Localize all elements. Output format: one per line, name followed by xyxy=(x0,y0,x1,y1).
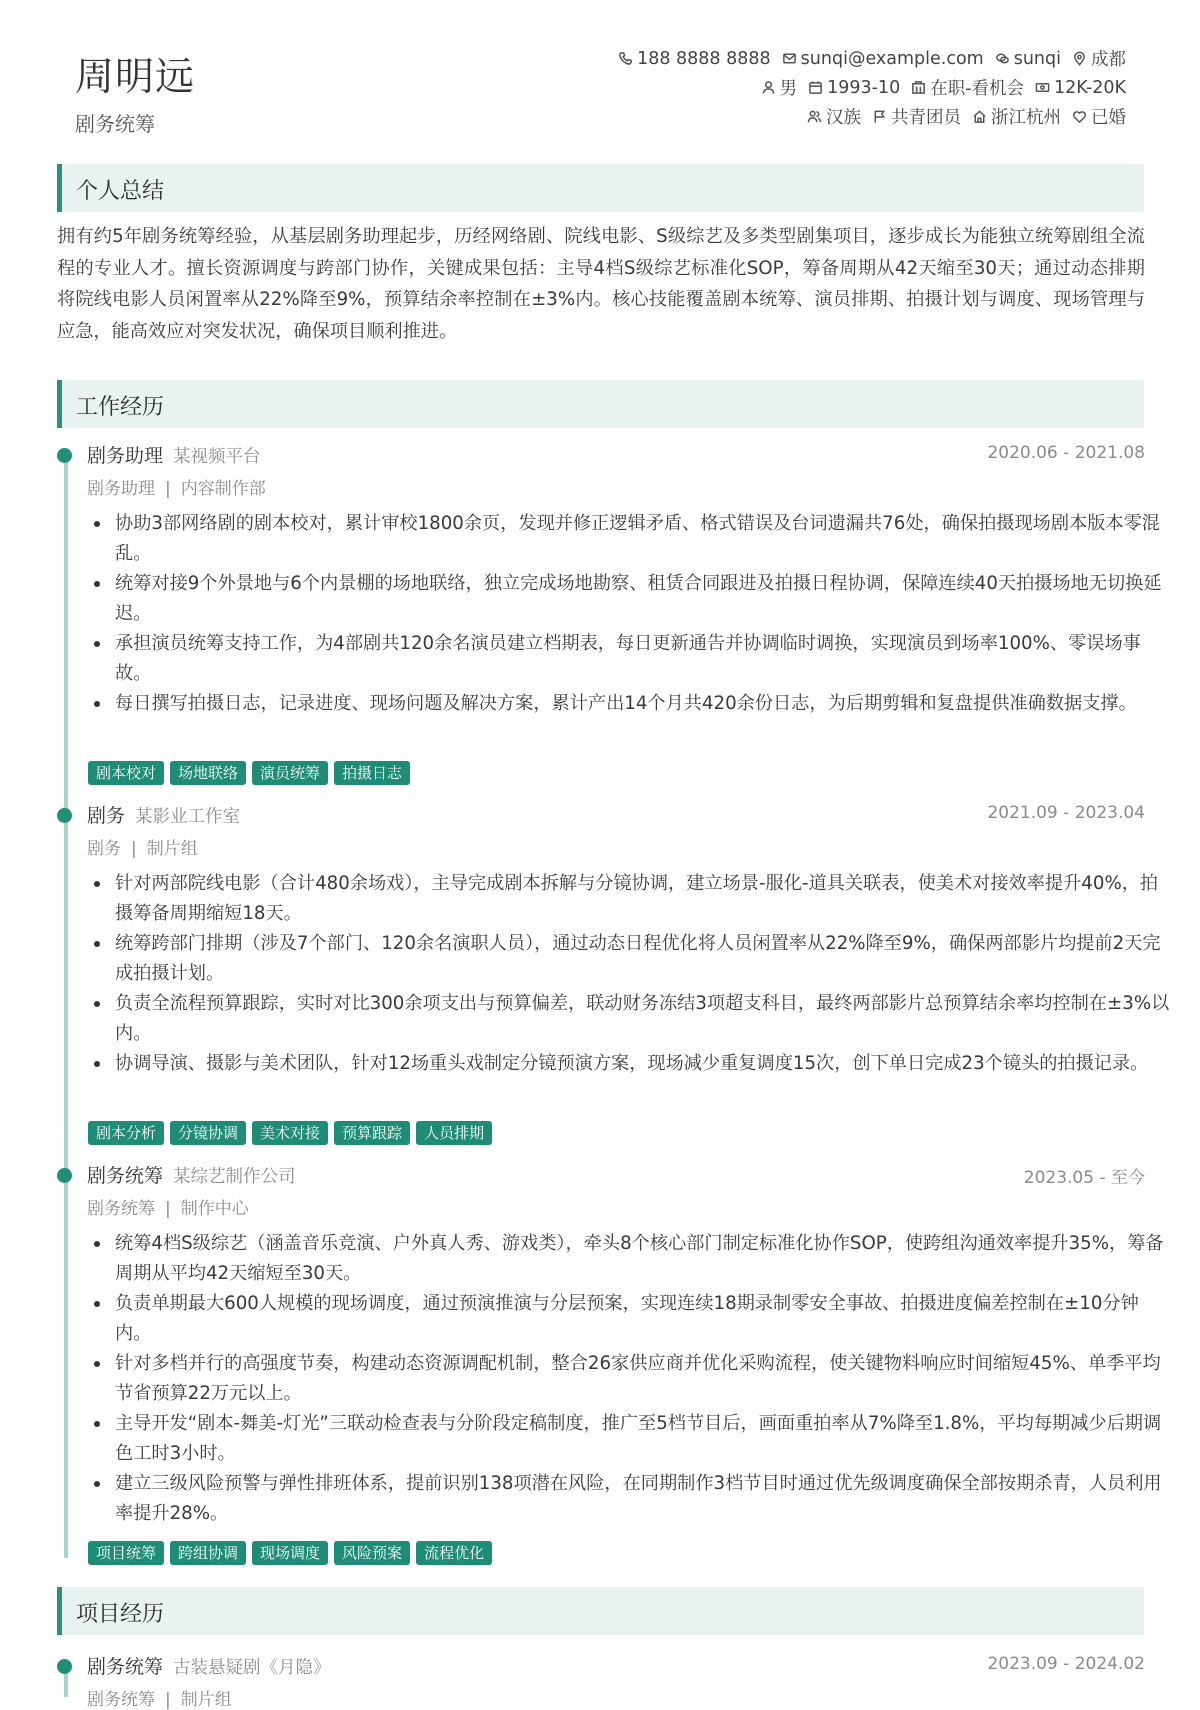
contact-ethnicity: 汉族 xyxy=(807,104,861,129)
contact-birth: 1993-10 xyxy=(808,78,900,98)
job-tags xyxy=(88,1541,498,1565)
list-item: 针对两部院线电影（合计480余场戏），主导完成剧本拆解与分镜协调，建立场景-服化-道具关联表，使美术对接效率提升40%，拍摄筹备周期缩短18天。 xyxy=(115,869,1173,929)
job-title: 剧务助理 xyxy=(87,445,164,467)
timeline-dot xyxy=(57,1168,72,1183)
job-position: 剧务统筹 xyxy=(87,1199,155,1219)
skill-tag: 拍摄日志 xyxy=(334,761,410,785)
calendar-icon xyxy=(808,80,823,95)
job-subline: 剧务 | 制片组 xyxy=(87,839,198,859)
job-position: 剧务 xyxy=(87,839,121,859)
summary-text: 拥有约5年剧务统筹经验，从基层剧务助理起步，历经网络剧、院线电影、S级综艺及多类型剧集项目，逐步成长为能独立统筹剧组全流程的专业人才。擅长资源调度与跨部门协作，关键成果包括：主导4档S级综艺标准化SOP，筹备周期从42天缩至30天；通过动态排期将院线电影人员闲置率从22%降至9%，预算结余率控制在±3%内。核心技能覆盖剧本统筹、演员排期、拍摄计划与调度、现场管理与应急，能高效应对突发状况，确保项目顺利推进。 xyxy=(57,226,1145,342)
list-item: 主导开发“剧本-舞美-灯光”三联动检查表与分阶段定稿制度，推广至5档节目后，画面重拍率从7%降至1.8%，平均每期减少后期调色工时3小时。 xyxy=(115,1409,1173,1469)
job-tags xyxy=(88,1121,498,1145)
skill-tag: 风险预案 xyxy=(334,1541,410,1565)
job-subline: 剧务助理 | 内容制作部 xyxy=(87,479,266,499)
job-date: 2020.06 - 2021.08 xyxy=(987,443,1145,463)
skill-tag: 预算跟踪 xyxy=(334,1121,410,1145)
job-heading xyxy=(87,1161,296,1188)
job-subline: 剧务统筹 | 制作中心 xyxy=(87,1199,249,1219)
list-item: 统筹4档S级综艺（涵盖音乐竞演、户外真人秀、游戏类），牵头8个核心部门制定标准化协作SOP，使跨组沟通效率提升35%，筹备周期从平均42天缩短至30天。 xyxy=(115,1229,1173,1289)
home-icon xyxy=(972,109,987,124)
timeline-dot xyxy=(57,808,72,823)
job-org: 某视频平台 xyxy=(173,447,261,467)
job-dept: 制作中心 xyxy=(180,1199,249,1219)
list-item: 针对多档并行的高强度节奏，构建动态资源调配机制，整合26家供应商并优化采购流程，使关键物料响应时间缩短45%、单季平均节省预算22万元以上。 xyxy=(115,1349,1173,1409)
timeline-dot xyxy=(57,448,72,463)
contact-hometown: 浙江杭州 xyxy=(972,104,1061,129)
section-work-header xyxy=(57,380,1144,428)
project-heading xyxy=(87,1652,331,1679)
contact-gender: 男 xyxy=(761,75,798,100)
candidate-name: 周明远 xyxy=(75,55,196,100)
heart-icon xyxy=(1072,109,1087,124)
list-item: 每日撰写拍摄日志，记录进度、现场问题及解决方案，累计产出14个月共420余份日志，为后期剪辑和复盘提供准确数据支撑。 xyxy=(115,689,1173,719)
job-heading xyxy=(87,801,240,828)
job-date: 2021.09 - 2023.04 xyxy=(987,803,1145,823)
section-project-header xyxy=(57,1587,1144,1635)
contact-row-3 xyxy=(486,102,1126,131)
flag-icon xyxy=(872,109,887,124)
wechat-icon xyxy=(995,51,1010,66)
skill-tag: 分镜协调 xyxy=(170,1121,246,1145)
list-item: 统筹跨部门排期（涉及7个部门、120余名演职人员），通过动态日程优化将人员闲置率从22%降至9%，确保两部影片均提前2天完成拍摄计划。 xyxy=(115,929,1173,989)
contact-salary: 12K-20K xyxy=(1035,78,1126,98)
timeline-dot xyxy=(57,1659,72,1674)
contact-row-1 xyxy=(486,44,1126,73)
job-org: 某综艺制作公司 xyxy=(173,1167,296,1187)
job-bullets xyxy=(87,869,1173,1079)
contact-row-2 xyxy=(486,73,1126,102)
user-icon xyxy=(761,80,776,95)
section-summary-header xyxy=(57,164,1144,212)
job-org: 某影业工作室 xyxy=(135,807,241,827)
list-item: 统筹对接9个外景地与6个内景棚的场地联络，独立完成场地勘察、租赁合同跟进及拍摄日程协调，保障连续40天拍摄场地无切换延迟。 xyxy=(115,569,1173,629)
skill-tag: 演员统筹 xyxy=(252,761,328,785)
skill-tag: 美术对接 xyxy=(252,1121,328,1145)
skill-tag: 现场调度 xyxy=(252,1541,328,1565)
skill-tag: 剧本校对 xyxy=(88,761,164,785)
skill-tag: 跨组协调 xyxy=(170,1541,246,1565)
building-icon xyxy=(911,80,926,95)
project-name: 古装悬疑剧《月隐》 xyxy=(173,1658,331,1678)
section-title: 项目经历 xyxy=(76,1602,165,1627)
project-dept: 制片组 xyxy=(180,1690,232,1710)
project-date: 2023.09 - 2024.02 xyxy=(987,1654,1145,1674)
job-tags xyxy=(88,761,416,785)
contact-info xyxy=(486,44,1126,131)
list-item: 负责全流程预算跟踪，实时对比300余项支出与预算偏差，联动财务冻结3项超支科目，最终两部影片总预算结余率均控制在±3%以内。 xyxy=(115,989,1173,1049)
project-title: 剧务统筹 xyxy=(87,1656,164,1678)
job-bullets xyxy=(87,509,1173,719)
section-title: 个人总结 xyxy=(76,179,165,204)
mail-icon xyxy=(782,51,797,66)
timeline-line xyxy=(64,460,68,1558)
job-title: 剧务统筹 xyxy=(87,1165,164,1187)
contact-wechat: sunqi xyxy=(995,49,1061,69)
contact-phone: 188 8888 8888 xyxy=(618,49,771,69)
contact-status: 在职-看机会 xyxy=(911,75,1024,100)
skill-tag: 场地联络 xyxy=(170,761,246,785)
job-heading xyxy=(87,441,261,468)
job-dept: 制片组 xyxy=(146,839,198,859)
job-dept: 内容制作部 xyxy=(180,479,266,499)
list-item: 协调导演、摄影与美术团队，针对12场重头戏制定分镜预演方案，现场减少重复调度15次，创下单日完成23个镜头的拍摄记录。 xyxy=(115,1049,1173,1079)
job-title: 剧务 xyxy=(87,805,126,827)
list-item: 建立三级风险预警与弹性排班体系，提前识别138项潜在风险，在同期制作3档节目时通过优先级调度确保全部按期杀青，人员利用率提升28%。 xyxy=(115,1469,1173,1529)
location-pin-icon xyxy=(1072,51,1087,66)
contact-marital: 已婚 xyxy=(1072,104,1126,129)
contact-email: sunqi@example.com xyxy=(782,49,984,69)
candidate-role: 剧务统筹 xyxy=(75,112,155,136)
section-title: 工作经历 xyxy=(76,395,165,420)
users-icon xyxy=(807,109,822,124)
list-item: 协助3部网络剧的剧本校对，累计审校1800余页，发现并修正逻辑矛盾、格式错误及台词遗漏共76处，确保拍摄现场剧本版本零混乱。 xyxy=(115,509,1173,569)
skill-tag: 人员排期 xyxy=(416,1121,492,1145)
list-item: 承担演员统筹支持工作，为4部剧共120余名演员建立档期表，每日更新通告并协调临时调换，实现演员到场率100%、零误场事故。 xyxy=(115,629,1173,689)
contact-location: 成都 xyxy=(1072,46,1126,71)
skill-tag: 剧本分析 xyxy=(88,1121,164,1145)
list-item: 负责单期最大600人规模的现场调度，通过预演推演与分层预案，实现连续18期录制零安全事故、拍摄进度偏差控制在±10分钟内。 xyxy=(115,1289,1173,1349)
job-date: 2023.05 - 至今 xyxy=(1023,1168,1145,1188)
job-position: 剧务助理 xyxy=(87,479,155,499)
contact-political: 共青团员 xyxy=(872,104,961,129)
skill-tag: 流程优化 xyxy=(416,1541,492,1565)
money-icon xyxy=(1035,80,1050,95)
job-bullets xyxy=(87,1229,1173,1529)
timeline-line xyxy=(64,1670,68,1697)
phone-icon xyxy=(618,51,633,66)
project-subline: 剧务统筹 | 制片组 xyxy=(87,1690,232,1710)
project-position: 剧务统筹 xyxy=(87,1690,155,1710)
skill-tag: 项目统筹 xyxy=(88,1541,164,1565)
